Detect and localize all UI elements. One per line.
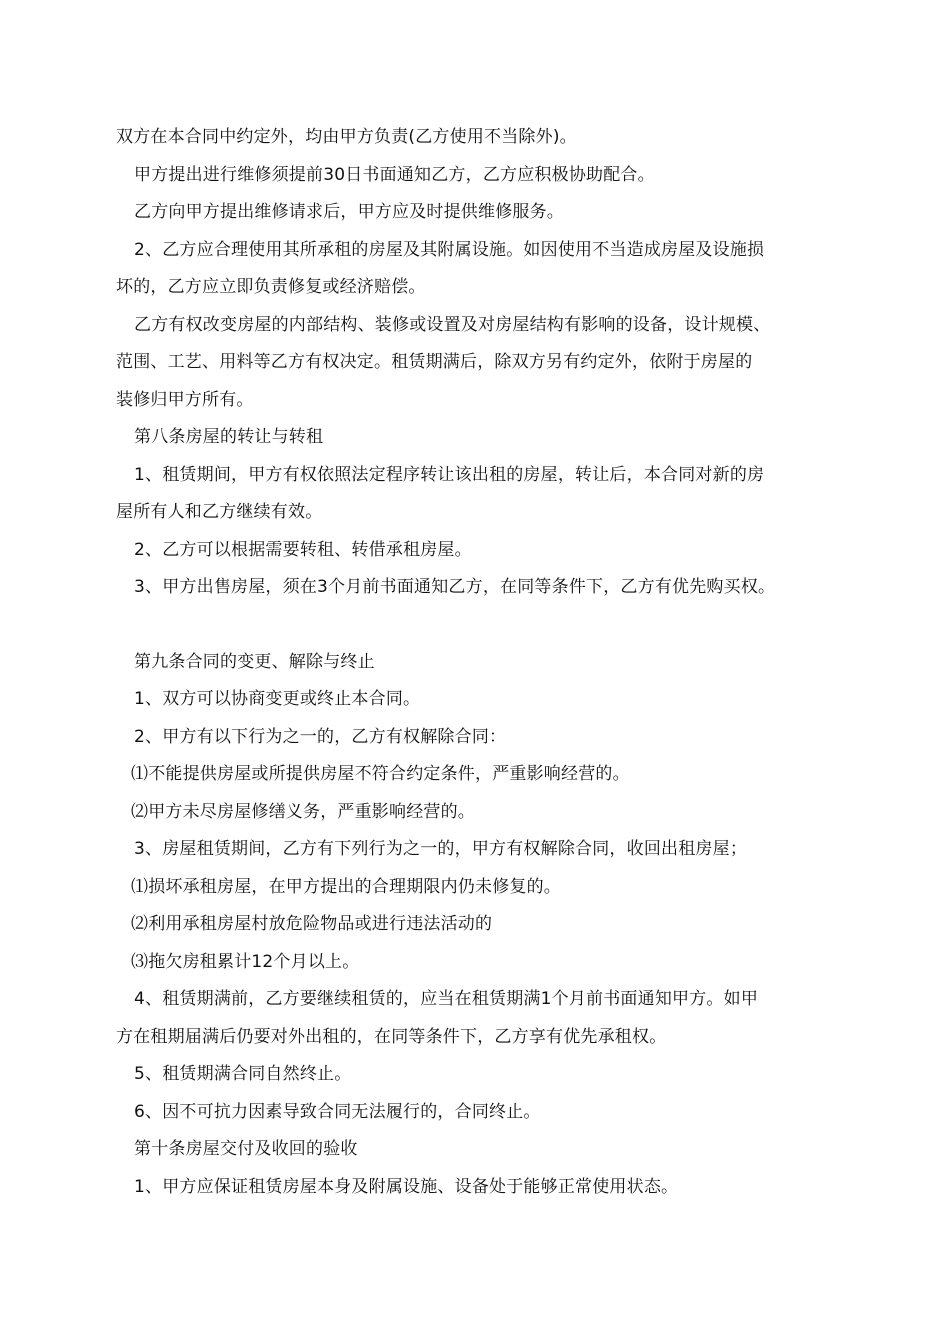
paragraph-line: 1、双方可以协商变更或终止本合同。 (134, 689, 421, 709)
paragraph-line: 方在租期届满后仍要对外出租的，在同等条件下，乙方享有优先承租权。 (116, 1027, 667, 1047)
paragraph-line: ⑴损坏承租房屋，在甲方提出的合理期限内仍未修复的。 (131, 877, 561, 897)
paragraph-line: 坏的，乙方应立即负责修复或经济赔偿。 (116, 277, 426, 297)
paragraph-line: 1、甲方应保证租赁房屋本身及附属设施、设备处于能够正常使用状态。 (134, 1177, 679, 1197)
paragraph-line: ⑶拖欠房租累计12个月以上。 (131, 952, 360, 972)
paragraph-line: 装修归甲方所有。 (116, 390, 254, 410)
paragraph-line: 屋所有人和乙方继续有效。 (116, 502, 323, 522)
section-heading: 第九条合同的变更、解除与终止 (134, 652, 375, 672)
paragraph-line: 6、因不可抗力因素导致合同无法履行的，合同终止。 (134, 1102, 541, 1122)
section-heading: 第八条房屋的转让与转租 (134, 427, 324, 447)
paragraph-line: 范围、工艺、用料等乙方有权决定。租赁期满后，除双方另有约定外，依附于房屋的 (116, 352, 753, 372)
paragraph-line: ⑵利用承租房屋村放危险物品或进行违法活动的 (131, 914, 493, 934)
paragraph-line: 1、租赁期间，甲方有权依照法定程序转让该出租的房屋，转让后，本合同对新的房 (134, 465, 765, 485)
paragraph-line: ⑴不能提供房屋或所提供房屋不符合约定条件，严重影响经营的。 (131, 764, 630, 784)
paragraph-line: 3、甲方出售房屋，须在3个月前书面通知乙方，在同等条件下，乙方有优先购买权。 (134, 577, 776, 597)
paragraph-line: ⑵甲方未尽房屋修缮义务，严重影响经营的。 (131, 802, 475, 822)
paragraph-line: 双方在本合同中约定外，均由甲方负责(乙方使用不当除外)。 (116, 127, 577, 147)
paragraph-line: 2、乙方可以根据需要转租、转借承租房屋。 (134, 540, 472, 560)
paragraph-line: 乙方有权改变房屋的内部结构、装修或设置及对房屋结构有影响的设备，设计规模、 (134, 315, 771, 335)
paragraph-line: 乙方向甲方提出维修请求后，甲方应及时提供维修服务。 (134, 202, 564, 222)
paragraph-line: 甲方提出进行维修须提前30日书面通知乙方，乙方应积极协助配合。 (134, 165, 655, 185)
paragraph-line: 3、房屋租赁期间，乙方有下列行为之一的，甲方有权解除合同，收回出租房屋； (134, 839, 748, 859)
paragraph-line: 4、租赁期满前，乙方要继续租赁的，应当在租赁期满1个月前书面通知甲方。如甲 (134, 989, 759, 1009)
paragraph-line: 2、甲方有以下行为之一的，乙方有权解除合同： (134, 727, 507, 747)
paragraph-line: 2、乙方应合理使用其所承租的房屋及其附属设施。如因使用不当造成房屋及设施损 (134, 240, 765, 260)
section-heading: 第十条房屋交付及收回的验收 (134, 1139, 358, 1159)
paragraph-line: 5、租赁期满合同自然终止。 (134, 1064, 352, 1084)
